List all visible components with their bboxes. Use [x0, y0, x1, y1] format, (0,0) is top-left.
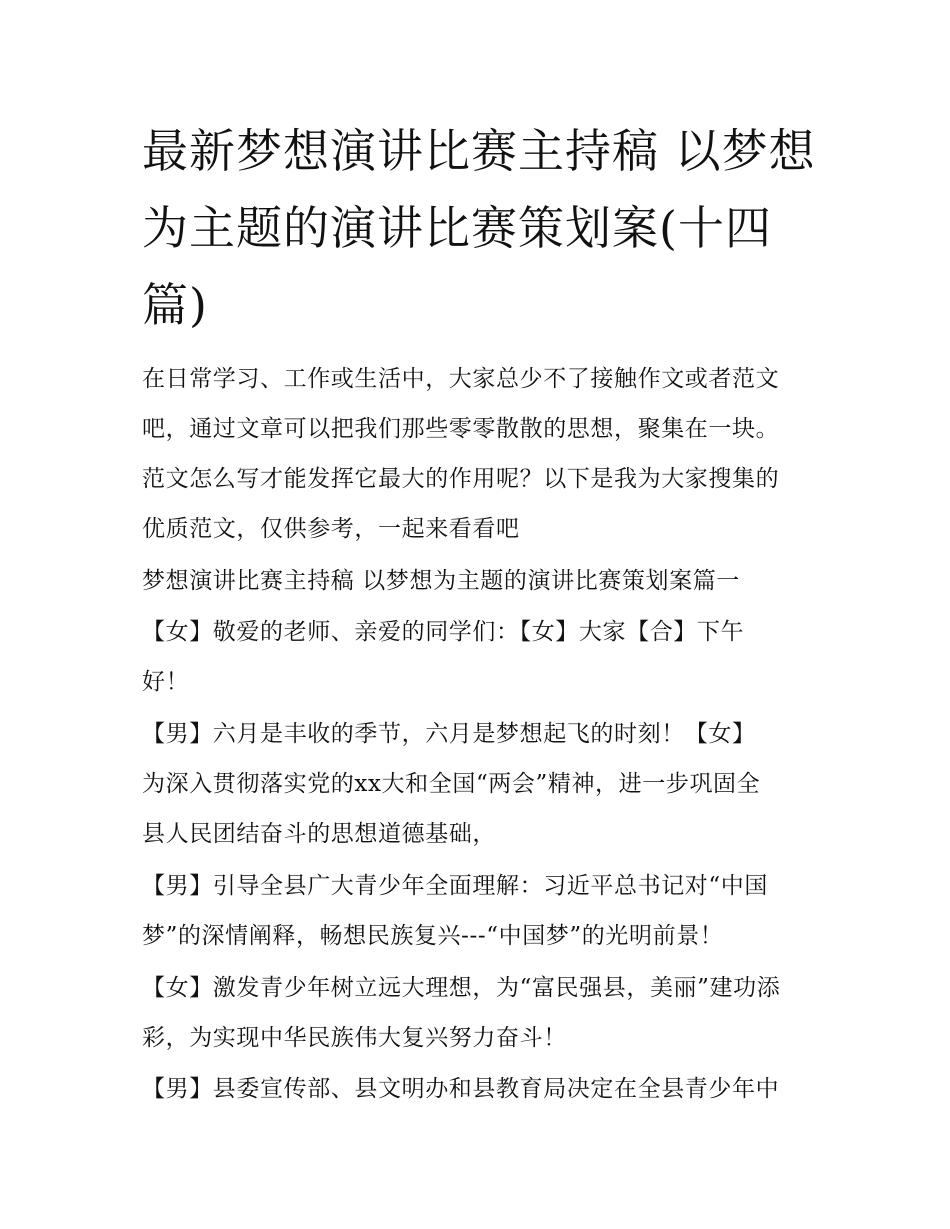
body-line: 好！: [142, 669, 190, 695]
body-line: 彩，为实现中华民族伟大复兴努力奋斗！: [142, 1025, 567, 1051]
body-line: 【男】六月是丰收的季节，六月是梦想起飞的时刻！【女】: [142, 721, 756, 747]
body-line: 范文怎么写才能发挥它最大的作用呢？以下是我为大家搜集的: [142, 466, 780, 492]
body-line: 梦”的深情阐释，畅想民族复兴---“中国梦”的光明前景！: [142, 923, 724, 949]
section-heading: 梦想演讲比赛主持稿 以梦想为主题的演讲比赛策划案篇一: [142, 568, 740, 594]
body-line: 【男】引导全县广大青少年全面理解：习近平总书记对“中国: [142, 873, 768, 899]
body-line: 优质范文，仅供参考，一起来看看吧: [142, 516, 520, 542]
body-line: 【女】激发青少年树立远大理想，为“富民强县，美丽”建功添: [142, 975, 781, 1001]
body-line: 在日常学习、工作或生活中，大家总少不了接触作文或者范文: [142, 366, 780, 392]
body-line: 【男】县委宣传部、县文明办和县教育局决定在全县青少年中: [142, 1076, 780, 1102]
body-line: 【女】敬爱的老师、亲爱的同学们：【女】大家【合】下午: [142, 619, 745, 645]
body-line: 吧，通过文章可以把我们那些零零散散的思想，聚集在一块。: [142, 416, 780, 442]
document-title: 最新梦想演讲比赛主持稿 以梦想为主题的演讲比赛策划案(十四篇): [142, 124, 816, 332]
body-line: 为深入贯彻落实党的xx大和全国“两会”精神，进一步巩固全: [142, 771, 761, 797]
body-line: 县人民团结奋斗的思想道德基础，: [142, 821, 496, 847]
